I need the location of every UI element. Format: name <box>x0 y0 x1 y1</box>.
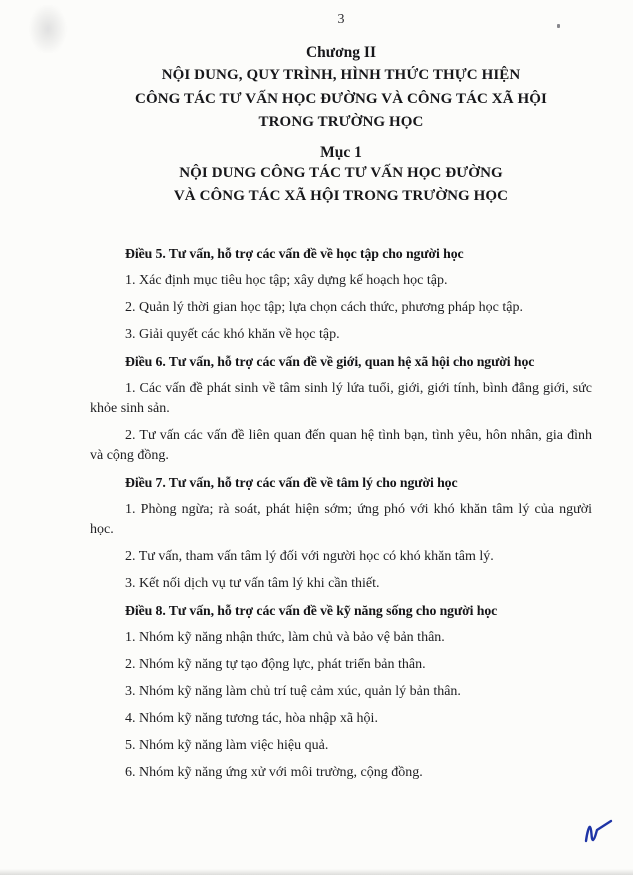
page-number: 3 <box>337 12 345 27</box>
heading-line: NỘI DUNG CÔNG TÁC TƯ VẤN HỌC ĐƯỜNG <box>179 164 503 181</box>
article <box>90 244 592 345</box>
clause: 2. Nhóm kỹ năng tự tạo động lực, phát triển bản thân. <box>125 656 426 672</box>
clause: 1. Xác định mục tiêu học tập; xây dựng kế hoạch học tập. <box>125 272 448 288</box>
article-clauses <box>90 379 592 466</box>
article <box>90 473 592 594</box>
scan-bottom-edge <box>0 869 633 875</box>
article-title: Điều 5. Tư vấn, hỗ trợ các vấn đề về học tập cho người học <box>125 245 464 261</box>
chapter-header <box>90 43 592 209</box>
article-title: Điều 6. Tư vấn, hỗ trợ các vấn đề về giới, quan hệ xã hội cho người học <box>125 353 535 369</box>
heading-line: TRONG TRƯỜNG HỌC <box>258 114 424 130</box>
chapter-label: Chương II <box>305 44 376 61</box>
clause: 4. Nhóm kỹ năng tương tác, hòa nhập xã hội. <box>125 710 378 726</box>
article <box>90 352 592 466</box>
document-page <box>90 0 592 790</box>
chapter-title <box>90 64 592 135</box>
clause: 2. Quản lý thời gian học tập; lựa chọn cách thức, phương pháp học tập. <box>125 299 523 315</box>
article <box>90 601 592 783</box>
clause: 1. Các vấn đề phát sinh về tâm sinh lý lứa tuổi, giới, giới tính, bình đẳng giới, sức khỏe sinh sản. <box>90 380 592 416</box>
article-title: Điều 7. Tư vấn, hỗ trợ các vấn đề về tâm lý cho người học <box>125 474 458 490</box>
pen-mark-initial <box>582 817 616 847</box>
clause: 6. Nhóm kỹ năng ứng xử với môi trường, cộng đồng. <box>125 764 423 780</box>
clause: 3. Nhóm kỹ năng làm chủ trí tuệ cảm xúc, quản lý bản thân. <box>125 683 461 699</box>
article-clauses <box>90 628 592 783</box>
clause: 2. Tư vấn, tham vấn tâm lý đối với người học có khó khăn tâm lý. <box>125 548 494 564</box>
clause: 5. Nhóm kỹ năng làm việc hiệu quả. <box>125 737 329 753</box>
article-title: Điều 8. Tư vấn, hỗ trợ các vấn đề về kỹ năng sống cho người học <box>125 602 498 618</box>
clause: 2. Tư vấn các vấn đề liên quan đến quan hệ tình bạn, tình yêu, hôn nhân, gia đình và cộng đồng. <box>90 427 592 463</box>
clause: 1. Nhóm kỹ năng nhận thức, làm chủ và bảo vệ bản thân. <box>125 629 445 645</box>
clause: 3. Kết nối dịch vụ tư vấn tâm lý khi cần thiết. <box>125 575 380 591</box>
article-clauses <box>90 500 592 594</box>
clause: 3. Giải quyết các khó khăn về học tập. <box>125 326 340 342</box>
clause: 1. Phòng ngừa; rà soát, phát hiện sớm; ứng phó với khó khăn tâm lý của người học. <box>90 501 592 537</box>
heading-line: VÀ CÔNG TÁC XÃ HỘI TRONG TRƯỜNG HỌC <box>173 188 509 204</box>
article-clauses <box>90 271 592 345</box>
scan-smudge <box>26 0 70 58</box>
section-title <box>90 162 592 209</box>
heading-line: CÔNG TÁC TƯ VẤN HỌC ĐƯỜNG VÀ CÔNG TÁC XÃ HỘI <box>135 90 547 107</box>
heading-line: NỘI DUNG, QUY TRÌNH, HÌNH THỨC THỰC HIỆN <box>161 67 521 83</box>
document-body <box>90 244 592 783</box>
section-label: Mục 1 <box>320 143 362 161</box>
